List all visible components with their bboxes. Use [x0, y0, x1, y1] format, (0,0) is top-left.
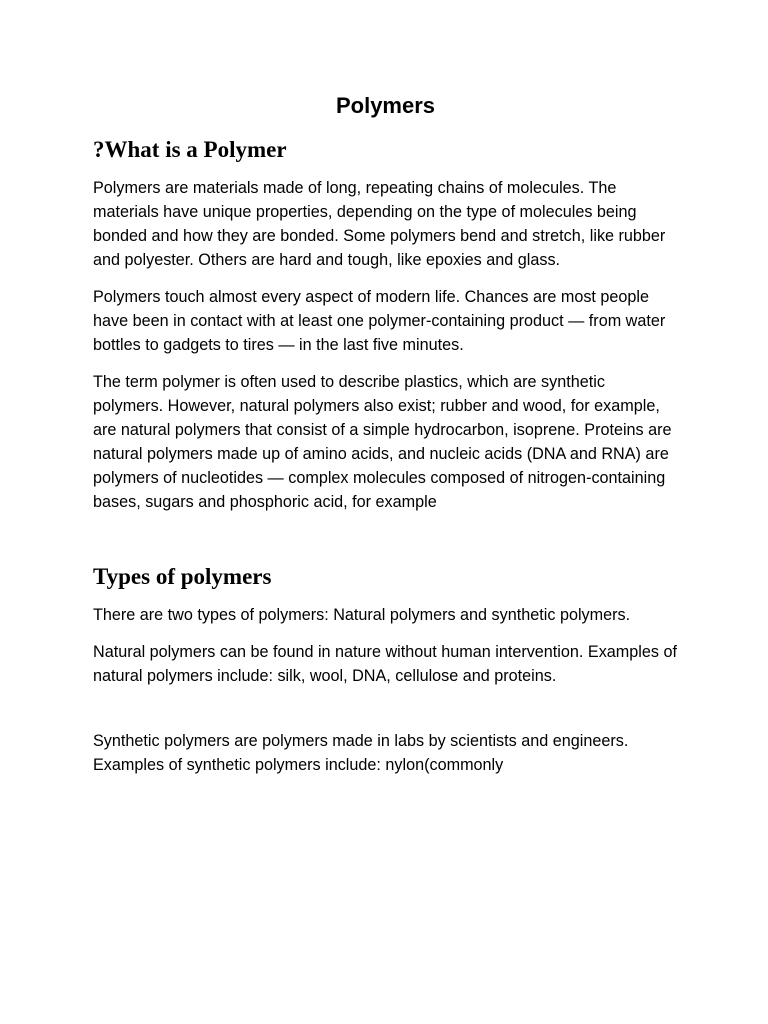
section-heading-what-is-polymer: ?What is a Polymer: [93, 137, 287, 162]
paragraph: Synthetic polymers are polymers made in labs by scientists and engineers. Examples of synthetic polymers include: nylon(commonly: [93, 732, 629, 774]
paragraph: Polymers are materials made of long, repeating chains of molecules. The materials have unique properties, depending on the type of molecules being bonded and how they are bonded. Some polymers bend and stretch, like rubber and polyester. Others are hard and tough, like epoxies and glass.: [93, 179, 666, 269]
page-content: [93, 88, 678, 790]
paragraph: Polymers touch almost every aspect of modern life. Chances are most people have been in contact with at least one polymer-containing product — from water bottles to gadgets to tires — in the last five minutes.: [93, 288, 666, 354]
paragraph: The term polymer is often used to describe plastics, which are synthetic polymers. However, natural polymers also exist; rubber and wood, for example, are natural polymers that consist of a simple hydrocarbon, isoprene. Proteins are natural polymers made up of amino acids, and nucleic acids (DNA and RNA) are polymers of nucleotides — complex molecules composed of nitrogen-containing bases, sugars and phosphoric acid, for example: [93, 373, 672, 511]
page-title: Polymers: [335, 93, 436, 118]
paragraph-spacer: [93, 701, 678, 729]
paragraph: Natural polymers can be found in nature without human intervention. Examples of natural polymers include: silk, wool, DNA, cellulose and proteins.: [93, 643, 677, 685]
paragraph: There are two types of polymers: Natural polymers and synthetic polymers.: [93, 606, 631, 624]
section-heading-types-of-polymers: Types of polymers: [93, 564, 272, 589]
section-spacer: [93, 527, 678, 561]
